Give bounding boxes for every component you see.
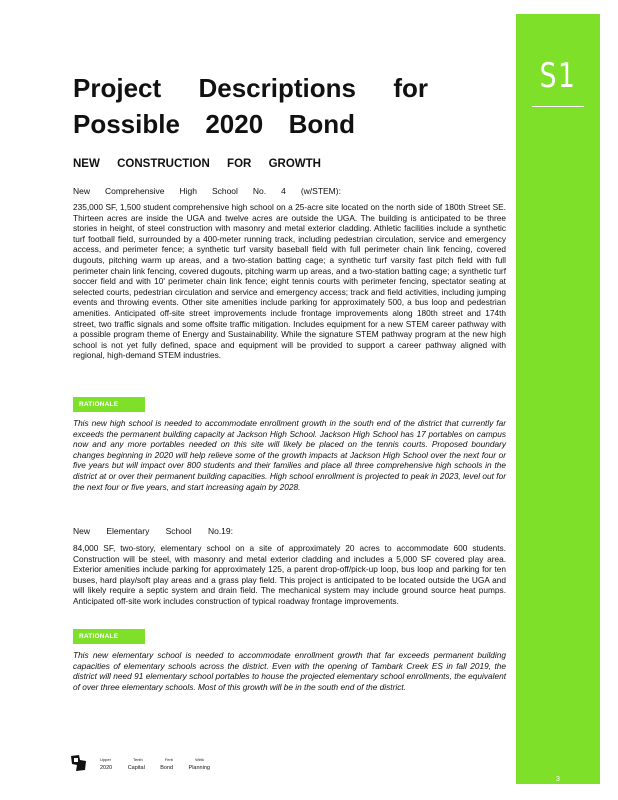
- sidebar: [516, 14, 600, 784]
- rationale-badge: RATIONALE: [73, 397, 145, 412]
- title-line-1: [73, 70, 428, 106]
- section-code: S1: [539, 56, 577, 96]
- project-heading-high-school: New Comprehensive High School No. 4 (w/STEM):: [73, 186, 341, 196]
- title-word: Bond: [288, 109, 355, 139]
- project-heading-elementary: New Elementary School No.19:: [73, 526, 233, 536]
- footer-text: 2020 Capital Bond Planning: [100, 765, 210, 771]
- title-line-2: [73, 106, 355, 142]
- title-word: Descriptions: [198, 73, 356, 103]
- title-word: Possible: [73, 109, 180, 139]
- rationale-text-elementary: This new elementary school is needed to accommodate enrollment growth that far exceeds permanent building capacities of elementary schools across the district. Even with the opening of Tambark Creek ES in fall 2019, the district will need 91 elementary school portables to house the projected elementary school enrollments, the equivalent of over three elementary schools. Most of this growth will be in the south end of the district.: [73, 650, 506, 692]
- title-word: for: [393, 73, 428, 103]
- title-word: Project: [73, 73, 162, 103]
- page-title: [73, 70, 428, 142]
- footer-labels: Upper Tenth Ferb Welk: [100, 757, 204, 762]
- page-number: 3: [556, 776, 560, 783]
- sidebar-divider: [532, 106, 584, 107]
- project-description-elementary: 84,000 SF, two-story, elementary school on a site of approximately 20 acres to accommodate 600 students. Construction will be steel, with masonry and metal exterior cladding and includes a 5,000 SF covered play area. Exterior amenities include parking for approximately 125, a parent drop-off/pick-up loop, bus loop and parking for ten buses, hard play/soft play areas and a grass play field. This project is anticipated to be located outside the UGA and will likely require a septic system and drain field. The mechanical system may include ground source heat pumps. Anticipated off-site work includes construction of typical roadway frontage improvements.: [73, 543, 506, 606]
- section-heading: NEW CONSTRUCTION FOR GROWTH: [73, 158, 321, 170]
- rationale-badge: RATIONALE: [73, 629, 145, 644]
- title-word: 2020: [205, 109, 264, 139]
- district-logo-icon: [70, 754, 88, 772]
- rationale-text-high-school: This new high school is needed to accommodate enrollment growth in the south end of the district that currently far exceeds the permanent building capacity at Jackson High School. Jackson High School has 17 portables on campus now and any more portables needed on this site will likely be placed on the tennis courts. Proposed boundary changes beginning in 2020 will help relieve some of the growth impacts at Jackson High School over the next four or five years but will impact over 800 students and their families and place all three comprehensive high schools in the district at or over their permanent building capacities. High school enrollment is projected to peak in 2023, level out for the next four or five years, and start increasing again by 2028.: [73, 418, 506, 492]
- project-description-high-school: 235,000 SF, 1,500 student comprehensive high school on a 25-acre site located on the north side of 180th Street SE. Thirteen acres are inside the UGA and twelve acres are outside the UGA. The building is anticipated to be three stories in height, of steel construction with masonry and metal exterior cladding. Athletic facilities include a synthetic turf football field, surrounded by a 400-meter running track, including pedestrian circulation, service and emergency access, and perimeter fence; a synthetic turf varsity baseball field with full perimeter chain link fencing, covered dugouts, pitching warm up areas, and a two-station batting cage; a synthetic turf varsity fast pitch field with full perimeter chain link fencing, covered dugouts, pitching warm up areas, and a two-station batting cage; a synthetic turf soccer field and with 10' perimeter chain link fence; eight tennis courts with perimeter fencing, spectator seating at selected courts, pedestrian circulation and service and emergency access; track and field activities, including jumping events and throwing events. Other site amenities include parking for approximately 500, a bus loop and pedestrian amenities. Anticipated off-site street improvements include frontage improvements along 180th street and 174th street, two traffic signals and some offsite traffic mitigation. Includes equipment for a new STEM career pathway with a possible program theme of Energy and Sustainability. While the signature STEM pathway program at the new high school is not yet fully defined, space and equipment will be provided to support a career pathway aligned with regional, high-demand STEM industries.: [73, 202, 506, 361]
